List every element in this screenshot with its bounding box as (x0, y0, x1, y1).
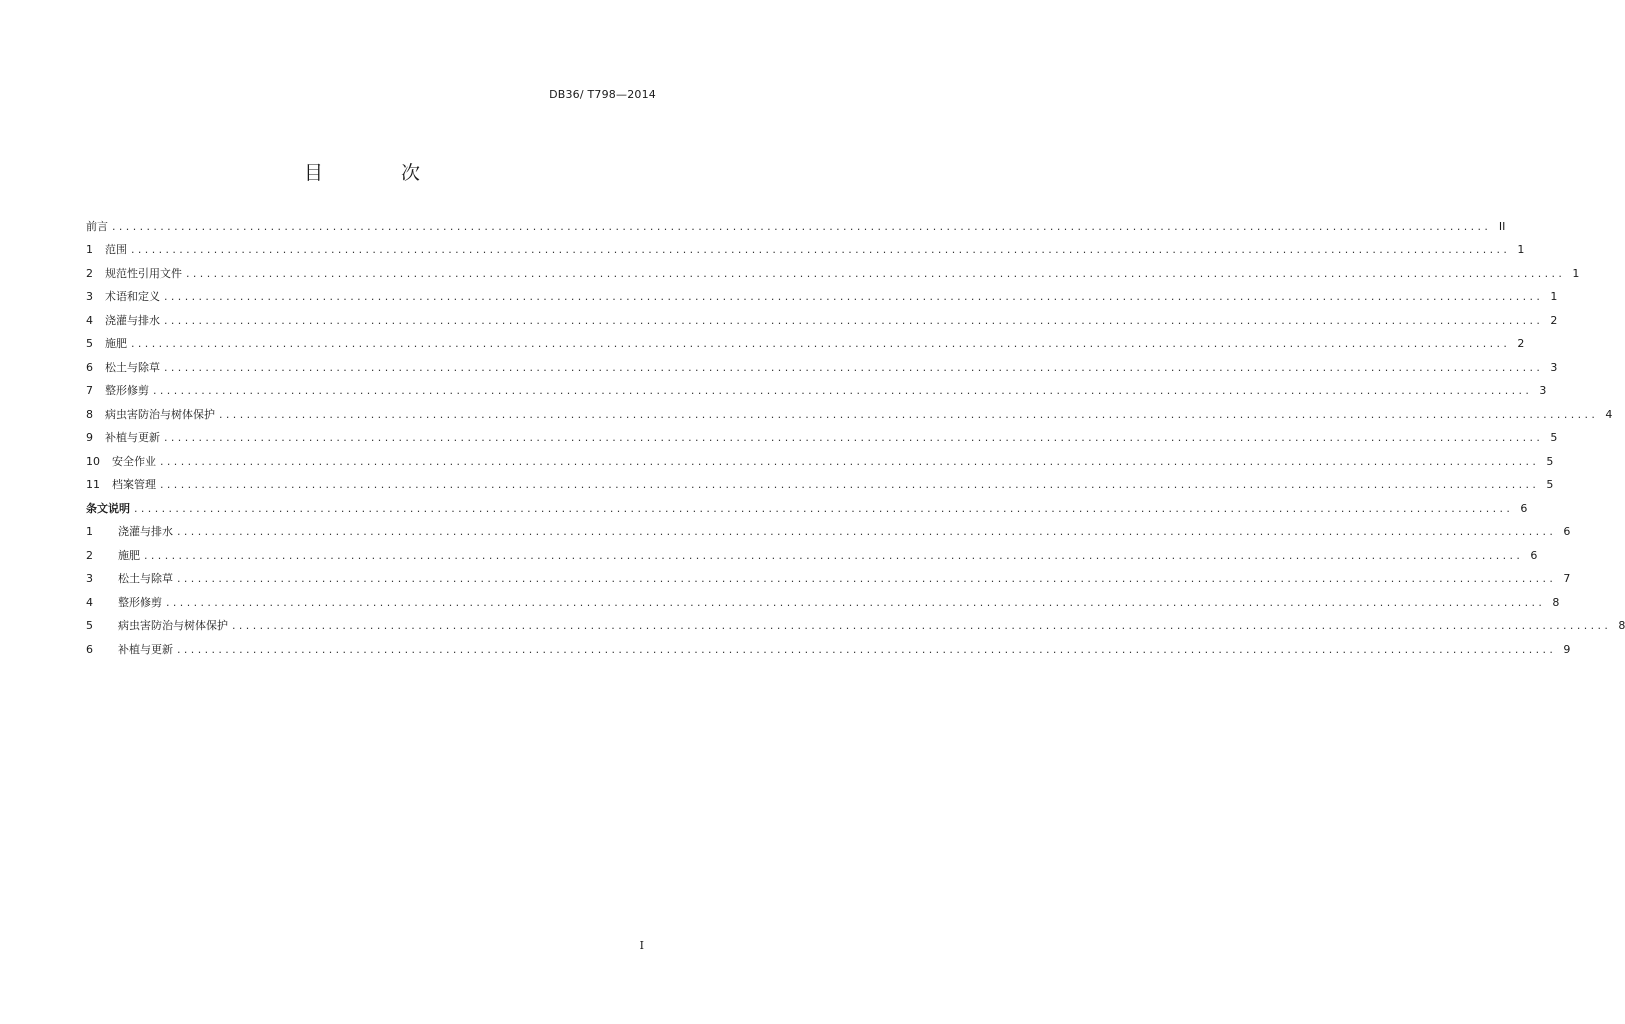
toc-entry-label: 规范性引用文件 (105, 266, 182, 280)
toc-entry[interactable] (86, 521, 1571, 545)
toc-entry-page: 5 (1550, 431, 1558, 445)
toc-entry[interactable] (86, 615, 1625, 639)
toc-entry[interactable] (86, 568, 1571, 592)
toc-entry[interactable] (86, 239, 1525, 263)
toc-entry-page: 2 (1517, 337, 1525, 351)
toc-entry-number: 1 (86, 525, 93, 539)
toc-dot-leader: ........................................................................................................................................................................................................ (166, 595, 1546, 609)
document-code: DB36/ T798—2014 (549, 88, 656, 101)
toc-entry-page: 6 (1563, 525, 1571, 539)
toc-entry-page: 2 (1550, 313, 1558, 327)
toc-entry-number: 8 (86, 407, 93, 421)
toc-entry-number: 5 (86, 619, 93, 633)
toc-entry-page: 8 (1618, 619, 1625, 633)
toc-entry-label: 整形修剪 (105, 384, 149, 398)
toc-dot-leader: ........................................................................................................................................................................................................ (177, 525, 1557, 539)
toc-entry-number: 6 (86, 360, 93, 374)
toc-entry[interactable] (86, 450, 1554, 474)
toc-dot-leader: ........................................................................................................................................................................................................ (177, 572, 1557, 586)
toc-entry-number: 10 (86, 454, 100, 468)
toc-entry-number: 3 (86, 572, 93, 586)
toc-entry-page: II (1498, 219, 1506, 233)
toc-entry-number: 1 (86, 243, 93, 257)
table-of-contents (86, 215, 1625, 662)
toc-dot-leader: ........................................................................................................................................................................................................ (164, 290, 1544, 304)
toc-entry-number: 11 (86, 478, 100, 492)
toc-dot-leader: ........................................................................................................................................................................................................ (160, 454, 1540, 468)
toc-entry-number: 3 (86, 290, 93, 304)
toc-entry-page: 6 (1530, 548, 1538, 562)
toc-dot-leader: ........................................................................................................................................................................................................ (134, 501, 1514, 515)
toc-entry-number: 2 (86, 548, 93, 562)
toc-dot-leader: ........................................................................................................................................................................................................ (153, 384, 1533, 398)
toc-entry-label: 补植与更新 (105, 431, 160, 445)
toc-dot-leader: ........................................................................................................................................................................................................ (164, 360, 1544, 374)
toc-entry[interactable] (86, 380, 1547, 404)
toc-entry[interactable] (86, 356, 1558, 380)
toc-entry-page: 1 (1572, 266, 1580, 280)
toc-entry-number: 6 (86, 642, 93, 656)
toc-dot-leader: ........................................................................................................................................................................................................ (131, 337, 1511, 351)
toc-entry-label: 补植与更新 (118, 642, 173, 656)
toc-dot-leader: ........................................................................................................................................................................................................ (219, 407, 1599, 421)
toc-dot-leader: ........................................................................................................................................................................................................ (232, 619, 1612, 633)
toc-entry-label: 病虫害防治与树体保护 (118, 619, 228, 633)
toc-entry-number: 2 (86, 266, 93, 280)
toc-entry-page: 5 (1546, 478, 1554, 492)
toc-entry-label: 病虫害防治与树体保护 (105, 407, 215, 421)
toc-entry-label: 松土与除草 (118, 572, 173, 586)
toc-dot-leader: ........................................................................................................................................................................................................ (131, 243, 1511, 257)
toc-entry-label: 档案管理 (112, 478, 156, 492)
toc-entry[interactable] (86, 333, 1525, 357)
toc-entry-label: 条文说明 (86, 501, 130, 515)
toc-entry-label: 施肥 (105, 337, 127, 351)
toc-entry-label: 松土与除草 (105, 360, 160, 374)
toc-dot-leader: ........................................................................................................................................................................................................ (164, 431, 1544, 445)
toc-entry-page: 3 (1539, 384, 1547, 398)
toc-entry[interactable] (86, 638, 1571, 662)
toc-entry-page: 8 (1552, 595, 1560, 609)
footer-page-number: I (639, 939, 644, 952)
toc-entry[interactable] (86, 262, 1580, 286)
toc-dot-leader: ........................................................................................................................................................................................................ (112, 219, 1492, 233)
toc-entry-number: 9 (86, 431, 93, 445)
toc-entry[interactable] (86, 427, 1558, 451)
toc-entry[interactable] (86, 544, 1538, 568)
toc-entry-number: 7 (86, 384, 93, 398)
toc-entry-number: 4 (86, 313, 93, 327)
toc-entry-page: 5 (1546, 454, 1554, 468)
toc-entry[interactable] (86, 591, 1560, 615)
toc-entry-label: 整形修剪 (118, 595, 162, 609)
toc-entry-page: 1 (1517, 243, 1525, 257)
toc-entry-number: 4 (86, 595, 93, 609)
toc-entry-label: 安全作业 (112, 454, 156, 468)
toc-entry-page: 7 (1563, 572, 1571, 586)
toc-entry[interactable] (86, 286, 1558, 310)
toc-entry-page: 6 (1520, 501, 1528, 515)
toc-entry[interactable] (86, 215, 1506, 239)
toc-entry[interactable] (86, 403, 1613, 427)
toc-entry-label: 前言 (86, 219, 108, 233)
toc-entry-page: 9 (1563, 642, 1571, 656)
toc-dot-leader: ........................................................................................................................................................................................................ (177, 642, 1557, 656)
toc-entry-page: 3 (1550, 360, 1558, 374)
toc-entry-label: 浇灌与排水 (118, 525, 173, 539)
toc-entry-label: 浇灌与排水 (105, 313, 160, 327)
toc-entry-label: 施肥 (118, 548, 140, 562)
toc-entry[interactable] (86, 474, 1554, 498)
toc-title: 目 次 (303, 162, 457, 184)
toc-dot-leader: ........................................................................................................................................................................................................ (164, 313, 1544, 327)
toc-entry-label: 范围 (105, 243, 127, 257)
toc-dot-leader: ........................................................................................................................................................................................................ (186, 266, 1566, 280)
toc-entry-page: 1 (1550, 290, 1558, 304)
toc-entry-page: 4 (1605, 407, 1613, 421)
toc-entry[interactable] (86, 497, 1528, 521)
toc-entry[interactable] (86, 309, 1558, 333)
toc-dot-leader: ........................................................................................................................................................................................................ (160, 478, 1540, 492)
toc-entry-label: 术语和定义 (105, 290, 160, 304)
toc-dot-leader: ........................................................................................................................................................................................................ (144, 548, 1524, 562)
toc-entry-number: 5 (86, 337, 93, 351)
